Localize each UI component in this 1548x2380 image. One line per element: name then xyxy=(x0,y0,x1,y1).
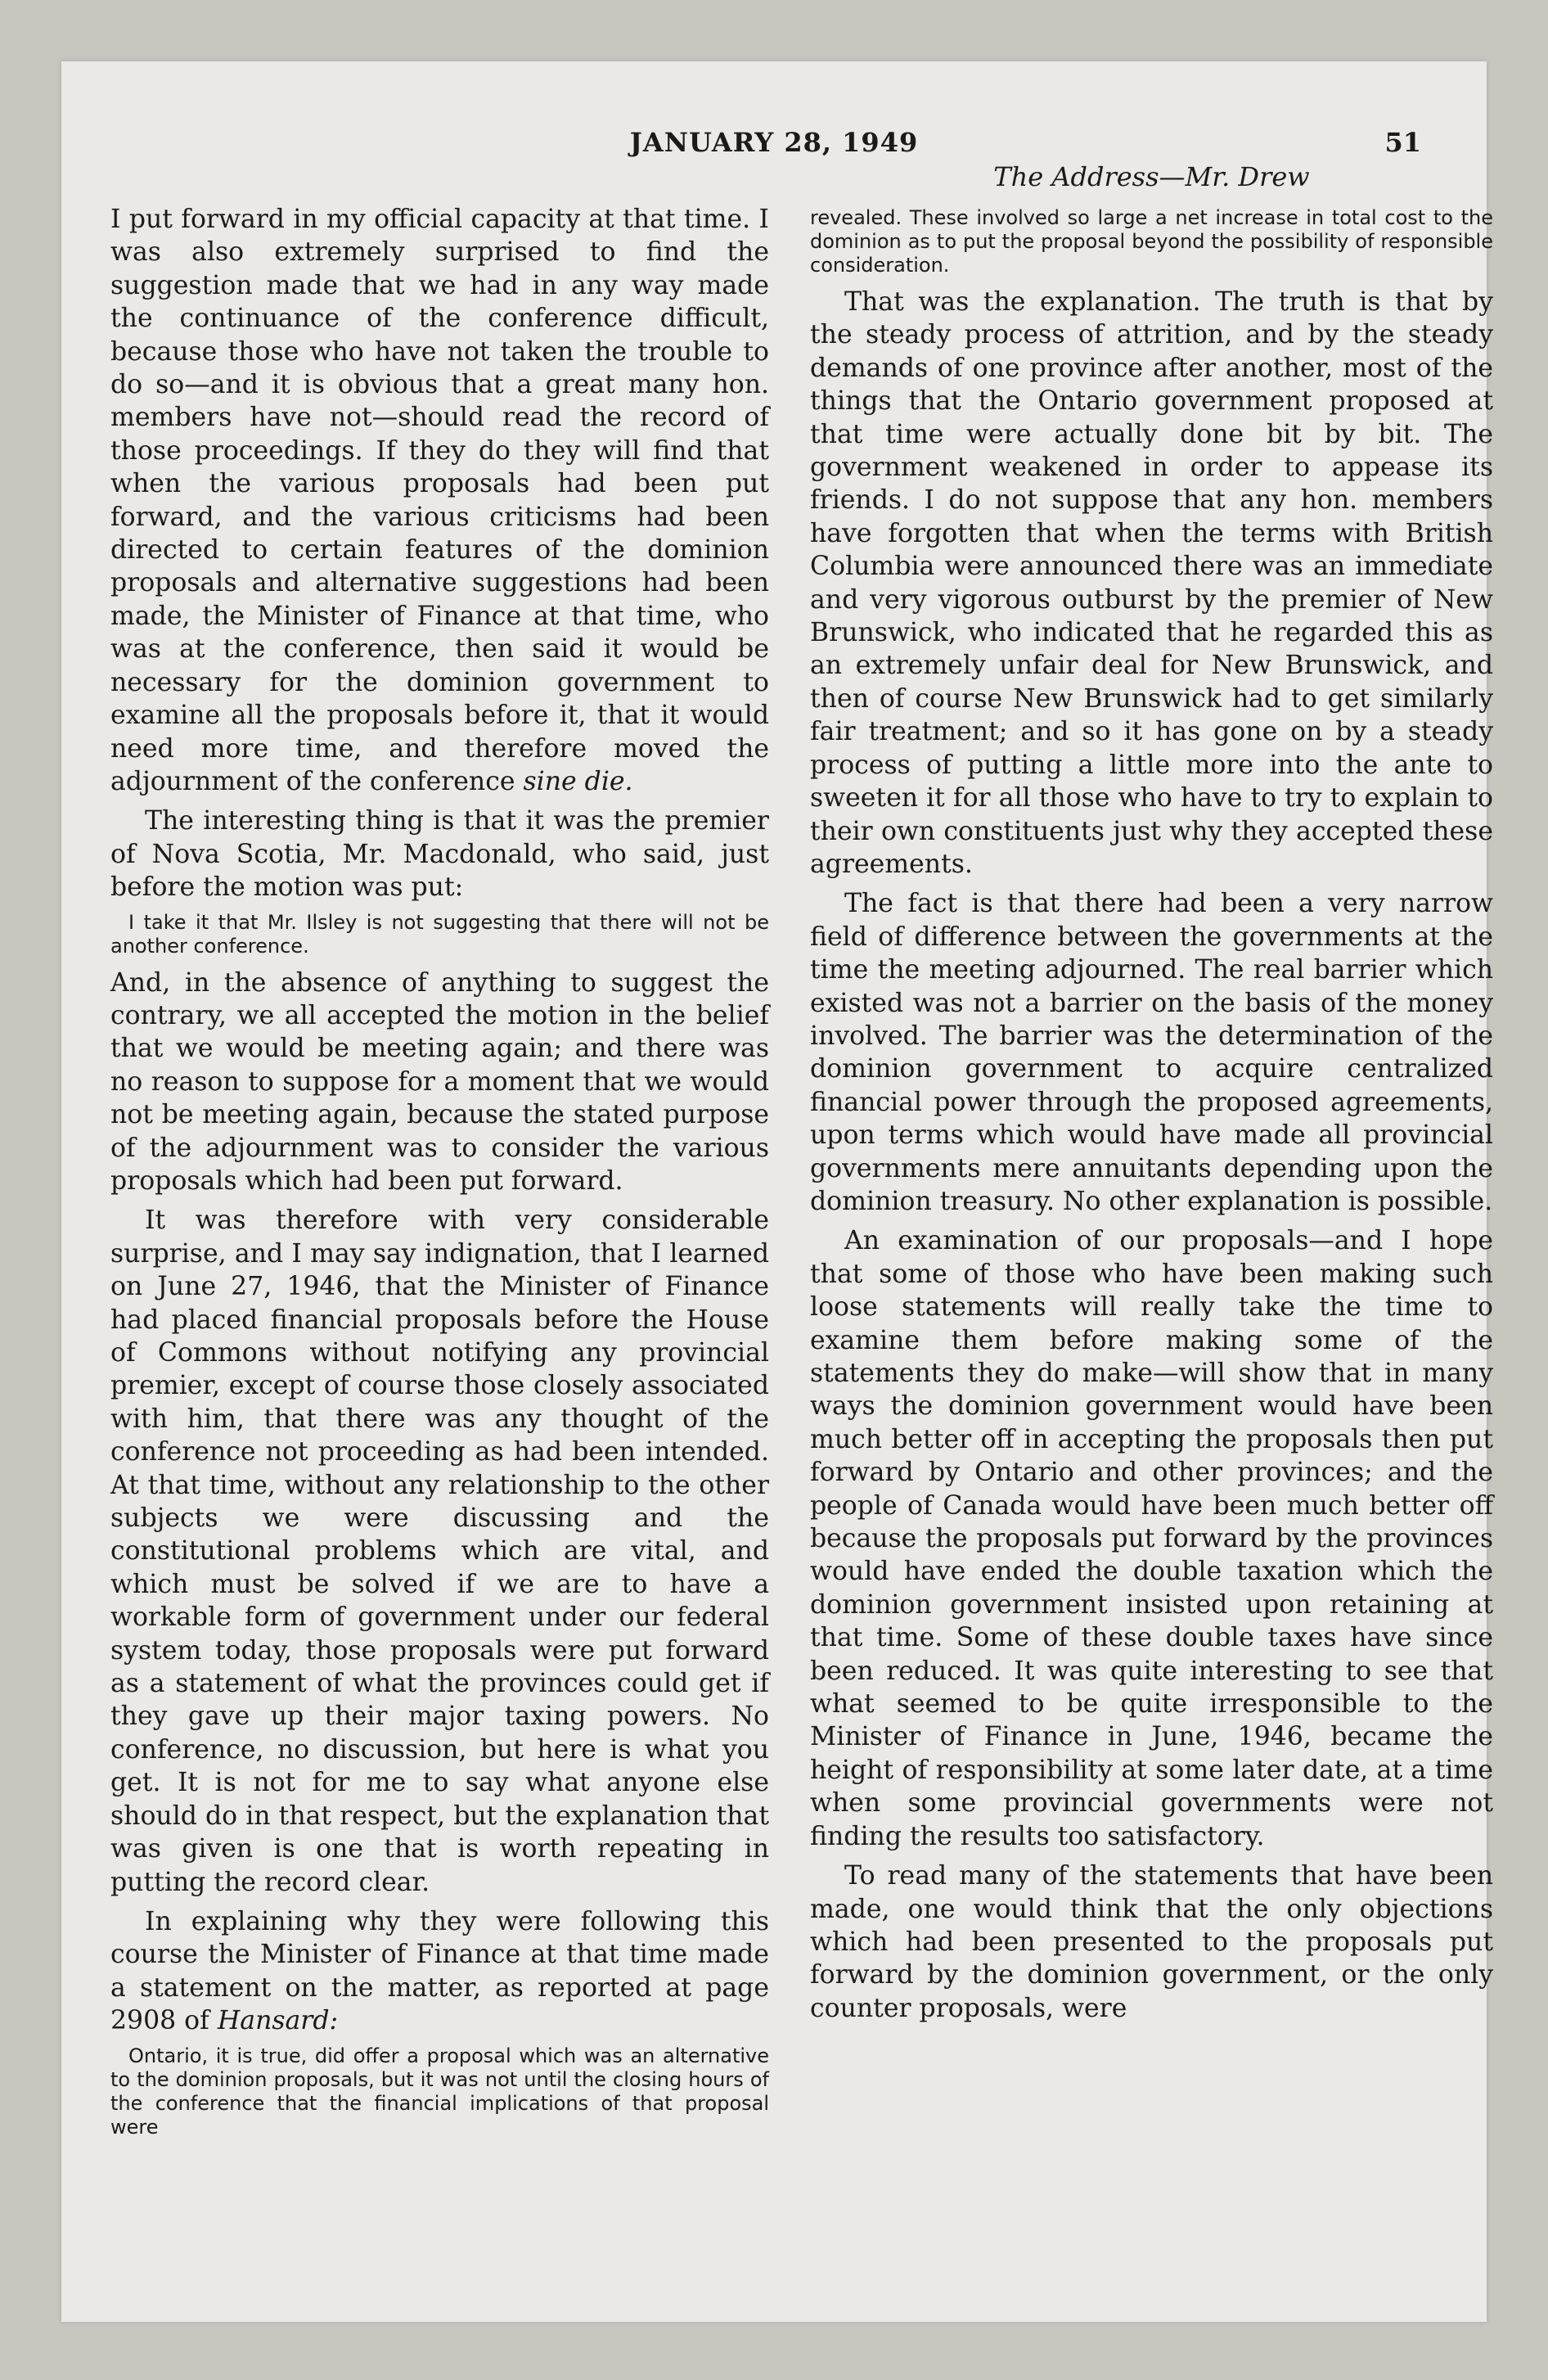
left-column xyxy=(110,203,769,2148)
left-paragraph-3: And, in the absence of anything to suggest the contrary, we all accepted the motion in the belief that we would be meeting again; and there was no reason to suppose for a moment that we would not be meeting again, because the stated purpose of the adjournment was to consider the various proposals which had been put forward. xyxy=(110,967,769,1196)
page-number: 51 xyxy=(1384,127,1421,158)
right-paragraph-4: To read many of the statements that have been made, one would think that the only objections which had been presented to the proposals put forward by the dominion government, or the only counter proposals, were xyxy=(810,1861,1493,2023)
right-column xyxy=(810,203,1493,2031)
left-paragraph-1-text: I put forward in my official capacity at that time. I was also extremely surprised to find the suggestion made that we had in any way made the continuance of the conference difficult, because those who have not taken the trouble to do so—and it is obvious that a great many hon. members have not—should read the record of those proceedings. If they do they will find that when the various proposals had been put forward, and the various criticisms had been directed to certain features of the dominion proposals and alternative suggestions had been made, the Minister of Finance at that time, who was at the conference, then said it would be necessary for the dominion government to examine all the proposals before it, that it would need more time, and therefore moved the adjournment of the conference xyxy=(110,205,769,796)
quotation-ilsley: I take it that Mr. Ilsley is not suggesting that there will not be another conference. xyxy=(110,910,769,958)
hansard-italic: Hansard: xyxy=(217,2006,339,2036)
left-paragraph-4: It was therefore with very considerable surprise, and I may say indignation, that I learned on June 27, 1946, that the Minister of Finance had placed financial proposals before the House of Commons without notifying any provincial premier, except of course those closely associated with him, that there was any thought of the conference not proceeding as had been intended. At that time, without any relationship to the other subjects we were discussing and the constitutional problems which are vital, and which must be solved if we are to have a workable form of government under our federal system today, those proposals were put forward as a statement of what the provinces could get if they gave up their major taxing powers. No conference, no discussion, but here is what you get. It is not for me to say what anyone else should do in that respect, but the explanation that was given is one that is worth repeating in putting the record clear. xyxy=(110,1206,769,1897)
header-date: JANUARY 28, 1949 xyxy=(629,127,919,158)
left-paragraph-2: The interesting thing is that it was the premier of Nova Scotia, Mr. Macdonald, who said, just before the motion was put: xyxy=(110,806,769,903)
right-paragraph-1: That was the explanation. The truth is that by the steady process of attrition, and by the steady demands of one province after another, most of the things that the Ontario government proposed at that time were actually done bit by bit. The government weakened in order to appease its friends. I do not suppose that any hon. members have forgotten that when the terms with British Columbia were announced there was an immediate and very vigorous outburst by the premier of New Brunswick, who indicated that he regarded this as an extremely unfair deal for New Brunswick, and then of course New Brunswick had to get similarly fair treatment; and so it has gone on by a steady process of putting a little more into the ante to sweeten it for all those who have to try to explain to their own constituents just why they accepted these agreements. xyxy=(810,287,1493,879)
quotation-hansard: Ontario, it is true, did offer a proposal which was an alternative to the dominion proposals, but it was not until the closing hours of the conference that the financial implications of that proposal were xyxy=(110,2044,769,2139)
right-paragraph-3: An examination of our proposals—and I hope that some of those who have been making such loose statements will really take the time to examine them before making some of the statements they do make—will show that in many ways the dominion government would have been much better off in accepting the proposals then put forward by Ontario and other provinces; and the people of Canada would have been much better off because the proposals put forward by the provinces would have ended the double taxation which the dominion government insisted upon retaining at that time. Some of these double taxes have since been reduced. It was quite interesting to see that what seemed to be quite irresponsible to the Minister of Finance in June, 1946, became the height of responsibility at some later date, at a time when some provincial governments were not finding the results too satisfactory. xyxy=(810,1226,1493,1851)
sine-die-italic: sine die. xyxy=(523,766,633,796)
left-paragraph-1 xyxy=(110,203,769,798)
right-paragraph-2: The fact is that there had been a very narrow field of difference between the governments at the time the meeting adjourned. The real barrier which existed was not a barrier on the basis of the money involved. The barrier was the determination of the dominion government to acquire centralized financial power through the proposed agreements, upon terms which would have made all provincial governments mere annuitants depending upon the dominion treasury. No other explanation is possible. xyxy=(810,889,1493,1216)
quotation-hansard-continued: revealed. These involved so large a net increase in total cost to the dominion as to put the proposal beyond the possibility of responsible consideration. xyxy=(810,206,1493,277)
page xyxy=(61,61,1493,2322)
running-head: The Address—Mr. Drew xyxy=(993,161,1310,192)
left-paragraph-5-text: In explaining why they were following this course the Minister of Finance at that time made a statement on the matter, as reported at page 2908 of xyxy=(110,1906,769,2036)
left-paragraph-5 xyxy=(110,1905,769,2038)
